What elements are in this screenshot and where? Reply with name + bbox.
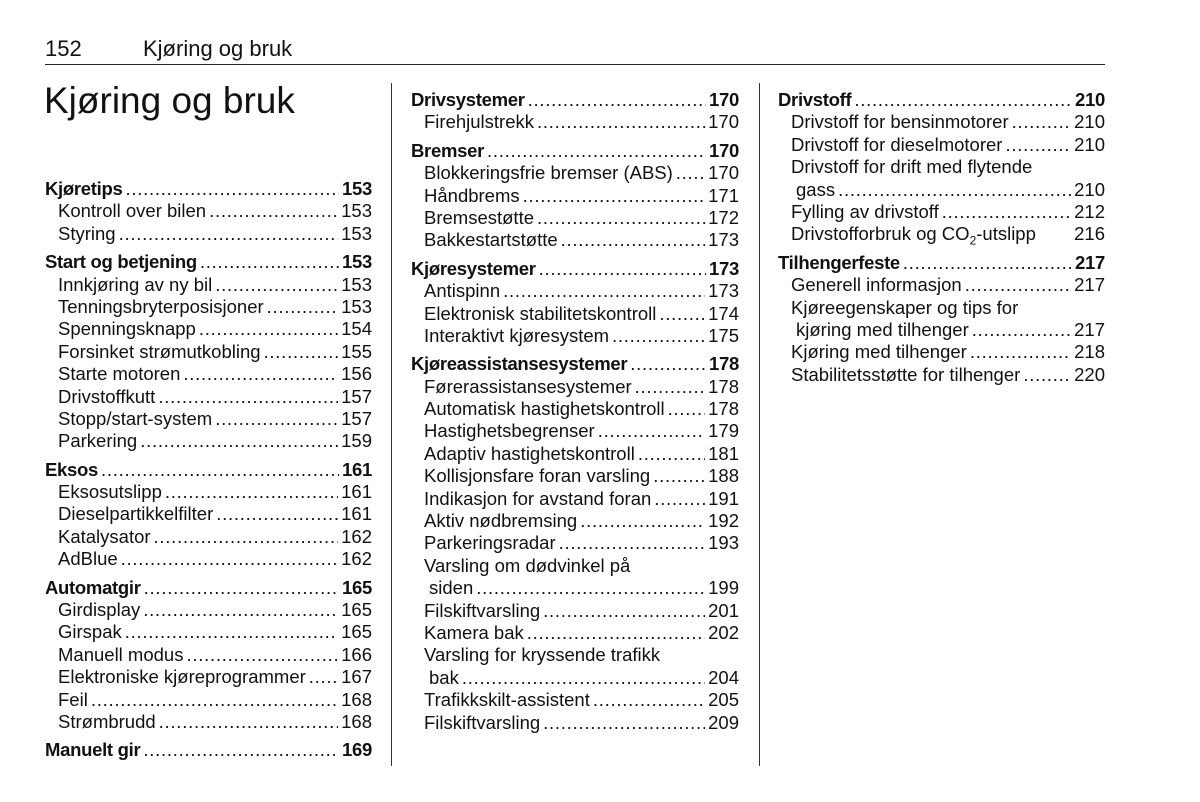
dot-leader xyxy=(154,526,339,548)
dot-leader xyxy=(654,488,705,510)
toc-entry-label: Varsling om dødvinkel på xyxy=(424,554,631,576)
toc-entry-line[interactable] xyxy=(411,555,739,577)
toc-section-entry[interactable] xyxy=(411,258,739,280)
toc-entry[interactable] xyxy=(45,689,372,711)
toc-entry-label: gass xyxy=(796,178,836,200)
toc-entry[interactable] xyxy=(45,223,372,245)
toc-entry-line[interactable] xyxy=(411,644,739,666)
toc-section-title: Manuelt gir xyxy=(45,739,141,761)
toc-entry-label: Stabilitetsstøtte for tilhenger xyxy=(791,363,1021,385)
toc-entry[interactable] xyxy=(45,430,372,452)
toc-entry[interactable] xyxy=(45,526,372,548)
toc-entry-label: Forsinket strømutkobling xyxy=(58,340,261,362)
toc-section-title: Kjøreassistansesystemer xyxy=(411,353,628,375)
toc-page-number: 153 xyxy=(341,222,372,244)
toc-entry[interactable] xyxy=(411,532,739,554)
toc-page-number: 192 xyxy=(708,510,739,532)
dot-leader xyxy=(503,280,705,302)
dot-leader xyxy=(101,459,339,481)
dot-leader xyxy=(144,577,339,599)
toc-section-title: Drivsystemer xyxy=(411,89,525,110)
toc-page-number: 153 xyxy=(341,295,372,317)
toc-entry-line[interactable] xyxy=(778,297,1105,319)
toc-page-number: 167 xyxy=(341,666,372,688)
toc-page-number: 154 xyxy=(341,318,372,340)
toc-page-number: 178 xyxy=(708,375,739,397)
dot-leader xyxy=(119,223,339,245)
dot-leader xyxy=(309,666,338,688)
dot-leader xyxy=(612,325,705,347)
toc-page-number: 174 xyxy=(708,302,739,324)
dot-leader xyxy=(200,251,339,273)
toc-entry[interactable] xyxy=(411,510,739,532)
toc-page-number: 153 xyxy=(342,251,372,273)
toc-entry-label: Kjøreegenskaper og tips for xyxy=(791,296,1019,318)
dot-leader xyxy=(635,376,705,398)
toc-entry[interactable] xyxy=(411,667,739,689)
toc-section-entry[interactable] xyxy=(778,89,1105,111)
toc-page-number: 173 xyxy=(708,229,739,251)
toc-entry[interactable] xyxy=(411,622,739,644)
toc-entry-label: bak xyxy=(429,666,459,688)
dot-leader xyxy=(523,185,705,207)
toc-entry[interactable] xyxy=(411,111,739,133)
toc-entry[interactable] xyxy=(411,185,739,207)
toc-entry[interactable] xyxy=(411,420,739,442)
dot-leader xyxy=(593,689,705,711)
dot-leader xyxy=(598,420,705,442)
dot-leader xyxy=(965,274,1071,296)
dot-leader xyxy=(561,229,705,251)
toc-page-number: 205 xyxy=(708,689,739,711)
toc-entry[interactable] xyxy=(411,465,739,487)
toc-page-number: 165 xyxy=(342,576,372,598)
page-number: 152 xyxy=(45,36,82,61)
toc-section-entry[interactable] xyxy=(45,251,372,273)
toc-entry[interactable] xyxy=(778,111,1105,133)
toc-entry[interactable] xyxy=(411,577,739,599)
toc-entry-label: Girspak xyxy=(58,621,122,643)
toc-page-number: 173 xyxy=(709,257,739,279)
toc-entry[interactable] xyxy=(778,364,1105,386)
dot-leader xyxy=(527,622,705,644)
dot-leader xyxy=(537,111,705,133)
toc-entry-label: Elektroniske kjøreprogrammer xyxy=(58,666,306,688)
toc-entry[interactable] xyxy=(45,644,372,666)
toc-entry-label: kjøring med tilhenger xyxy=(796,318,969,340)
toc-entry-label: Strømbrudd xyxy=(58,710,156,732)
toc-page-number: 209 xyxy=(708,711,739,733)
toc-section-entry[interactable] xyxy=(411,140,739,162)
toc-page-number: 204 xyxy=(708,666,739,688)
toc-section-entry[interactable] xyxy=(411,353,739,375)
toc-page-number: 171 xyxy=(708,184,739,206)
dot-leader xyxy=(638,443,705,465)
toc-entry-label: Parkeringsradar xyxy=(424,532,556,554)
dot-leader xyxy=(140,430,338,452)
toc-section-entry[interactable] xyxy=(45,178,372,200)
toc-entry-label: Katalysator xyxy=(58,525,151,547)
toc-entry-label: Hastighetsbegrenser xyxy=(424,420,595,442)
toc-entry-label: Varsling for kryssende trafikk xyxy=(424,644,661,666)
toc-page-number: 218 xyxy=(1074,341,1105,363)
toc-column-2 xyxy=(411,89,739,734)
toc-page-number: 170 xyxy=(709,139,739,161)
toc-page-number: 166 xyxy=(341,643,372,665)
toc-entry-label: Generell informasjon xyxy=(791,274,962,296)
dot-leader xyxy=(676,162,705,184)
toc-entry-label: Tenningsbryterposisjoner xyxy=(58,295,264,317)
toc-entry[interactable] xyxy=(778,134,1105,156)
toc-entry[interactable] xyxy=(45,481,372,503)
dot-leader xyxy=(121,548,338,570)
toc-entry[interactable] xyxy=(45,363,372,385)
toc-column-3 xyxy=(778,89,1105,386)
toc-entry[interactable] xyxy=(411,712,739,734)
chapter-title: Kjøring og bruk xyxy=(44,80,295,121)
toc-section-title: Drivstoff xyxy=(778,89,852,110)
toc-entry[interactable] xyxy=(411,207,739,229)
dot-leader xyxy=(158,386,338,408)
toc-entry-label: Drivstoff for dieselmotorer xyxy=(791,133,1003,155)
toc-section-entry[interactable] xyxy=(778,252,1105,274)
dot-leader xyxy=(215,408,338,430)
dot-leader xyxy=(630,353,706,375)
toc-page-number: 153 xyxy=(342,178,372,199)
toc-page-number: 173 xyxy=(708,280,739,302)
toc-entry-label: Kamera bak xyxy=(424,621,524,643)
toc-entry-label: Blokkeringsfrie bremser (ABS) xyxy=(424,162,673,184)
dot-leader xyxy=(186,644,338,666)
toc-page-number: 210 xyxy=(1074,133,1105,155)
toc-entry[interactable] xyxy=(45,666,372,688)
toc-page-number: 170 xyxy=(709,89,739,110)
toc-section-title: Start og betjening xyxy=(45,251,197,273)
dot-leader xyxy=(668,398,706,420)
toc-section-entry[interactable] xyxy=(45,739,372,761)
dot-leader xyxy=(125,178,339,200)
toc-entry[interactable] xyxy=(45,408,372,430)
toc-page-number: 216 xyxy=(1074,223,1105,245)
dot-leader xyxy=(264,341,339,363)
dot-leader xyxy=(537,207,705,229)
toc-entry[interactable] xyxy=(778,201,1105,223)
dot-leader xyxy=(159,711,338,733)
dot-leader xyxy=(476,577,705,599)
toc-page-number: 202 xyxy=(708,621,739,643)
dot-leader xyxy=(972,319,1071,341)
dot-leader xyxy=(903,252,1072,274)
dot-leader xyxy=(165,481,338,503)
toc-page-number: 178 xyxy=(708,398,739,420)
toc-page-number: 212 xyxy=(1074,200,1105,222)
dot-leader xyxy=(143,739,339,761)
toc-entry-label: Kontroll over bilen xyxy=(58,200,207,222)
toc-page-number: 165 xyxy=(341,599,372,621)
dot-leader xyxy=(215,274,338,296)
toc-entry-label: Starte motoren xyxy=(58,363,181,385)
toc-entry-label: Elektronisk stabilitetskontroll xyxy=(424,302,657,324)
dot-leader xyxy=(543,712,705,734)
toc-entry-label: Trafikkskilt-assistent xyxy=(424,689,590,711)
toc-entry[interactable] xyxy=(45,274,372,296)
dot-leader xyxy=(143,599,338,621)
toc-page-number: 157 xyxy=(341,407,372,429)
dot-leader xyxy=(183,363,338,385)
toc-entry[interactable] xyxy=(45,296,372,318)
toc-entry-label xyxy=(791,223,1036,249)
toc-entry-label: Aktiv nødbremsing xyxy=(424,510,578,532)
dot-leader xyxy=(216,503,338,525)
label-text: -utslipp xyxy=(976,223,1036,245)
toc-entry[interactable] xyxy=(411,229,739,251)
toc-page-number: 217 xyxy=(1074,274,1105,296)
toc-entry-label: Kollisjonsfare foran varsling xyxy=(424,465,651,487)
label-text: Drivstofforbruk og CO xyxy=(791,223,970,245)
toc-entry-label: Kjøring med tilhenger xyxy=(791,341,967,363)
dot-leader xyxy=(209,200,338,222)
toc-entry[interactable] xyxy=(411,303,739,325)
toc-entry[interactable] xyxy=(411,398,739,420)
toc-entry-label: AdBlue xyxy=(58,548,118,570)
toc-entry-label: Innkjøring av ny bil xyxy=(58,273,213,295)
toc-entry[interactable] xyxy=(411,280,739,302)
toc-page-number: 153 xyxy=(341,200,372,222)
dot-leader xyxy=(539,258,706,280)
toc-page-number: 188 xyxy=(708,465,739,487)
toc-section-entry[interactable] xyxy=(45,459,372,481)
toc-entry-label: Feil xyxy=(58,688,88,710)
toc-entry[interactable] xyxy=(411,325,739,347)
page-header xyxy=(45,34,1105,65)
toc-section-title: Kjøretips xyxy=(45,178,123,199)
toc-section-title: Automatgir xyxy=(45,576,141,598)
toc-page-number: 153 xyxy=(341,273,372,295)
dot-leader xyxy=(1005,134,1071,156)
toc-page-number: 157 xyxy=(341,385,372,407)
toc-entry[interactable] xyxy=(45,386,372,408)
dot-leader xyxy=(942,201,1071,223)
toc-page-number: 210 xyxy=(1075,89,1105,110)
dot-leader xyxy=(528,89,706,111)
toc-entry-label: Automatisk hastighetskontroll xyxy=(424,398,665,420)
dot-leader xyxy=(462,667,705,689)
dot-leader xyxy=(199,318,338,340)
dot-leader xyxy=(91,689,338,711)
toc-entry-label: Filskiftvarsling xyxy=(424,711,541,733)
dot-leader xyxy=(487,140,706,162)
toc-entry-label: Interaktivt kjøresystem xyxy=(424,324,610,346)
toc-section-title: Bremser xyxy=(411,139,484,161)
toc-entry[interactable] xyxy=(411,600,739,622)
toc-page-number: 199 xyxy=(708,577,739,599)
toc-entry-label: Girdisplay xyxy=(58,599,141,621)
toc-page-number: 162 xyxy=(341,548,372,570)
toc-entry-label: Antispinn xyxy=(424,280,501,302)
toc-section-title: Eksos xyxy=(45,458,99,480)
toc-entry-label: siden xyxy=(429,577,474,599)
toc-page-number: 170 xyxy=(708,111,739,133)
toc-entry-label: Filskiftvarsling xyxy=(424,599,541,621)
column-divider xyxy=(759,83,760,766)
toc-entry-label: Fylling av drivstoff xyxy=(791,200,939,222)
toc-entry[interactable] xyxy=(45,503,372,525)
toc-entry[interactable] xyxy=(411,162,739,184)
toc-entry-label: Bakkestartstøtte xyxy=(424,229,558,251)
toc-section-entry[interactable] xyxy=(411,89,739,111)
toc-entry[interactable] xyxy=(411,443,739,465)
toc-page-number: 161 xyxy=(342,458,372,480)
toc-page-number: 181 xyxy=(708,442,739,464)
toc-entry[interactable] xyxy=(411,376,739,398)
toc-entry-label: Parkering xyxy=(58,430,138,452)
toc-page-number: 210 xyxy=(1074,111,1105,133)
toc-entry[interactable] xyxy=(45,200,372,222)
toc-page-number: 172 xyxy=(708,206,739,228)
toc-page-number: 220 xyxy=(1074,363,1105,385)
toc-entry[interactable] xyxy=(778,274,1105,296)
subscript: 2 xyxy=(969,234,977,249)
toc-entry-label: Styring xyxy=(58,222,116,244)
toc-entry[interactable] xyxy=(45,711,372,733)
toc-page-number: 168 xyxy=(341,688,372,710)
dot-leader xyxy=(838,179,1071,201)
toc-entry[interactable] xyxy=(411,488,739,510)
toc-page-number: 179 xyxy=(708,420,739,442)
toc-section-entry[interactable] xyxy=(45,577,372,599)
toc-entry[interactable] xyxy=(778,179,1105,201)
toc-page-number: 217 xyxy=(1075,251,1105,273)
toc-page-number: 210 xyxy=(1074,178,1105,200)
toc-page-number: 170 xyxy=(708,162,739,184)
toc-entry-line[interactable] xyxy=(778,156,1105,178)
toc-entry-label: Drivstoffkutt xyxy=(58,385,156,407)
toc-entry-label: Firehjulstrekk xyxy=(424,111,534,133)
running-title: Kjøring og bruk xyxy=(143,36,293,61)
toc-entry[interactable] xyxy=(778,223,1105,249)
dot-leader xyxy=(125,621,338,643)
toc-page-number: 161 xyxy=(341,503,372,525)
toc-page-number: 169 xyxy=(342,739,372,761)
dot-leader xyxy=(580,510,705,532)
toc-entry-label: Manuell modus xyxy=(58,643,184,665)
dot-leader xyxy=(1012,111,1071,133)
toc-entry[interactable] xyxy=(778,341,1105,363)
toc-entry-label: Håndbrems xyxy=(424,184,520,206)
dot-leader xyxy=(854,89,1072,111)
toc-entry-label: Førerassistansesystemer xyxy=(424,375,632,397)
dot-leader xyxy=(559,532,706,554)
toc-entry[interactable] xyxy=(45,621,372,643)
toc-page-number: 175 xyxy=(708,324,739,346)
dot-leader xyxy=(267,296,338,318)
toc-entry[interactable] xyxy=(778,319,1105,341)
toc-page-number: 161 xyxy=(341,481,372,503)
column-divider xyxy=(391,83,392,766)
toc-page-number: 165 xyxy=(341,621,372,643)
toc-entry[interactable] xyxy=(45,341,372,363)
toc-page-number: 191 xyxy=(708,487,739,509)
toc-page-number: 162 xyxy=(341,525,372,547)
toc-entry-label: Drivstoff for drift med flytende xyxy=(791,156,1033,178)
toc-entry-label: Adaptiv hastighetskontroll xyxy=(424,442,635,464)
toc-page-number: 155 xyxy=(341,340,372,362)
toc-page-number: 178 xyxy=(709,353,739,375)
toc-entry-label: Spenningsknapp xyxy=(58,318,196,340)
toc-section-title: Kjøresystemer xyxy=(411,257,536,279)
toc-entry[interactable] xyxy=(411,689,739,711)
toc-entry-label: Bremsestøtte xyxy=(424,206,534,228)
toc-page-number: 217 xyxy=(1074,318,1105,340)
toc-section-title: Tilhengerfeste xyxy=(778,251,900,273)
toc-page-number: 156 xyxy=(341,363,372,385)
toc-column-1 xyxy=(45,178,372,762)
dot-leader xyxy=(1023,364,1071,386)
toc-entry[interactable] xyxy=(45,599,372,621)
dot-leader xyxy=(970,341,1071,363)
dot-leader xyxy=(543,600,705,622)
toc-entry[interactable] xyxy=(45,548,372,570)
toc-page-number: 193 xyxy=(708,532,739,554)
dot-leader xyxy=(653,465,705,487)
toc-page-number: 159 xyxy=(341,430,372,452)
toc-page-number: 201 xyxy=(708,599,739,621)
toc-entry[interactable] xyxy=(45,318,372,340)
toc-page-number: 168 xyxy=(341,710,372,732)
toc-entry-label: Eksosutslipp xyxy=(58,481,162,503)
toc-entry-label: Indikasjon for avstand foran xyxy=(424,487,652,509)
toc-entry-label: Dieselpartikkelfilter xyxy=(58,503,214,525)
toc-entry-label: Stopp/start-system xyxy=(58,407,213,429)
dot-leader xyxy=(659,303,705,325)
toc-entry-label: Drivstoff for bensinmotorer xyxy=(791,111,1009,133)
